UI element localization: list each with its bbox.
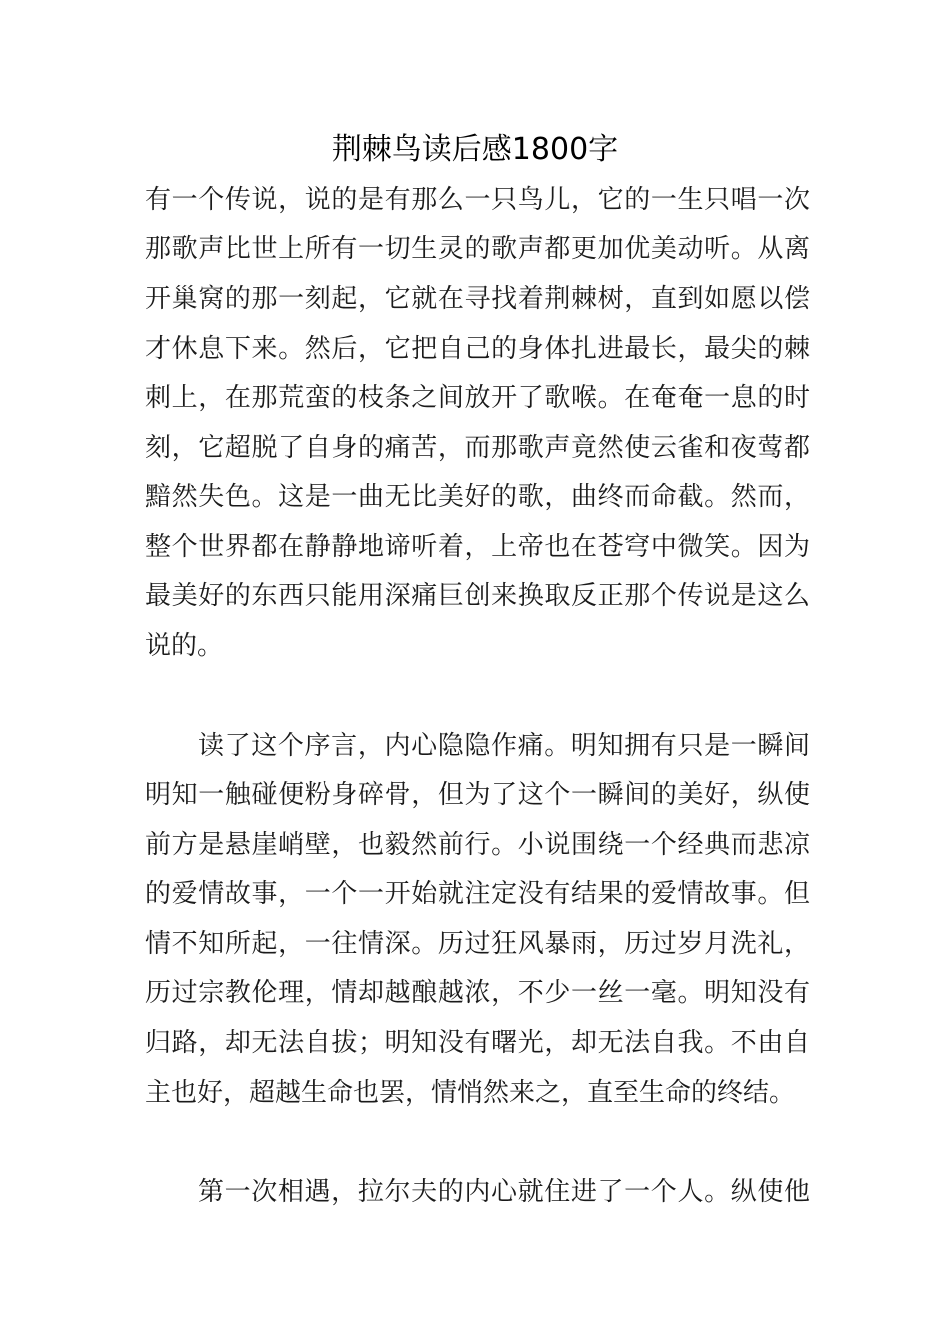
paragraph-1-line: 开巢窝的那一刻起，它就在寻找着荆棘树，直到如愿以偿 [145,284,810,314]
paragraph-1-line: 黯然失色。这是一曲无比美好的歌，曲终而命截。然而， [145,482,810,512]
paragraph-1-line: 说的。 [145,631,224,661]
paragraph-2-line: 历过宗教伦理，情却越酿越浓，不少一丝一毫。明知没有 [145,978,810,1008]
paragraph-1-line: 刻，它超脱了自身的痛苦，而那歌声竟然使云雀和夜莺都 [145,433,810,463]
paragraph-3-line: 第一次相遇，拉尔夫的内心就住进了一个人。纵使他 [198,1177,810,1207]
paragraph-1-line: 刺上，在那荒蛮的枝条之间放开了歌喉。在奄奄一息的时 [145,383,810,413]
paragraph-2-line: 的爱情故事，一个一开始就注定没有结果的爱情故事。但 [145,879,810,909]
paragraph-1-line: 有一个传说，说的是有那么一只鸟儿，它的一生只唱一次 [145,185,810,215]
paragraph-1-line: 整个世界都在静静地谛听着，上帝也在苍穹中微笑。因为 [145,532,810,562]
paragraph-2-line: 明知一触碰便粉身碎骨，但为了这个一瞬间的美好，纵使 [145,780,810,810]
document-title: 荆棘鸟读后感1800字 [331,132,619,167]
paragraph-2-line: 情不知所起，一往情深。历过狂风暴雨，历过岁月洗礼， [145,929,810,959]
paragraph-1-line: 最美好的东西只能用深痛巨创来换取反正那个传说是这么 [145,581,810,611]
paragraph-2-line: 前方是悬崖峭壁，也毅然前行。小说围绕一个经典而悲凉 [145,830,810,860]
paragraph-1-line: 才休息下来。然后，它把自己的身体扎进最长，最尖的棘 [145,334,810,364]
paragraph-1-line: 那歌声比世上所有一切生灵的歌声都更加优美动听。从离 [145,234,810,264]
paragraph-2-line: 主也好，超越生命也罢，情悄然来之，直至生命的终结。 [145,1078,796,1108]
paragraph-2-line: 读了这个序言，内心隐隐作痛。明知拥有只是一瞬间 [198,731,810,761]
paragraph-2-line: 归路，却无法自拔；明知没有曙光，却无法自我。不由自 [145,1028,810,1058]
